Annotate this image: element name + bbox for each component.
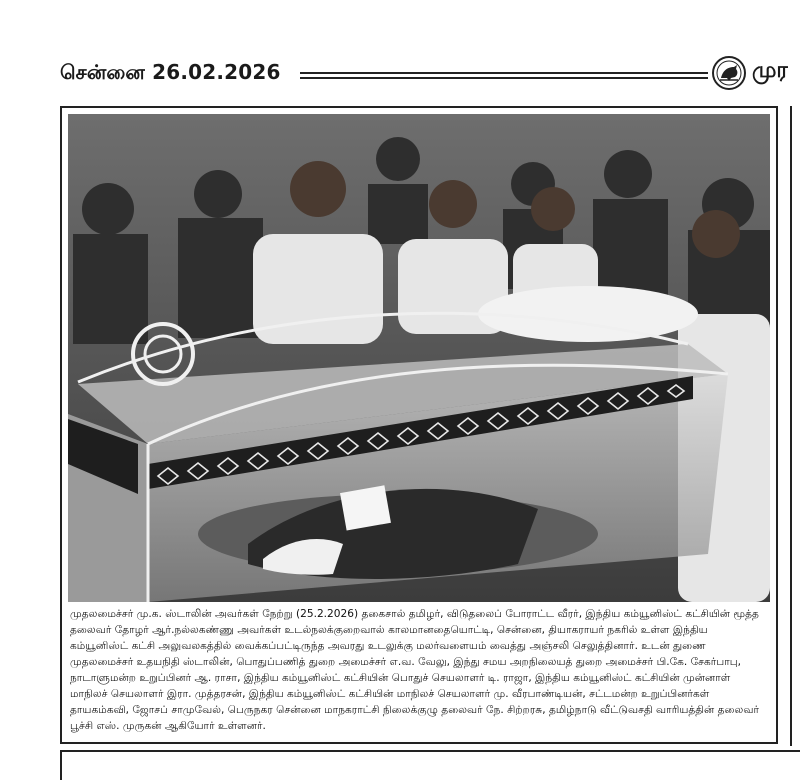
next-article-border (60, 750, 800, 780)
caption-line: நாடாளுமன்ற உறுப்பினர் ஆ. ராசா, இந்திய கம்யூனிஸ்ட் கட்சியின் பொதுச் செயலாளர் டி. ராஜா, இந்திய கம்யூனிஸ்ட் கட்சியின் முன்னாள் (70, 672, 731, 684)
caption-line: தலைவர் தோழர் ஆர்.நல்லகண்ணு அவர்கள் உடல்நலக்குறைவால் காலமானதையொட்டி, சென்னை, தியாகராயர் நகரில் உள்ள இந்திய (70, 624, 708, 636)
caption-line: முதலமைச்சர் உதயநிதி ஸ்டாலின், பொதுப்பணித் துறை அமைச்சர் எ.வ. வேலு, இந்து சமய அறநிலையத் துறை அமைச்சர் பி.கே. சேகர்பாபு, (70, 656, 742, 668)
page-header (0, 50, 800, 94)
news-photo (68, 114, 770, 602)
photo-caption (70, 606, 770, 734)
emblem-graphic (714, 58, 744, 88)
caption-line: தாயகம்கவி, ஜோசப் சாமுவேல், பெருநகர சென்னை மாநகராட்சி நிலைக்குழு தலைவர் நே. சிற்றரசு, தமிழ்நாடு வீட்டுவசதி வாரியத்தின் தலைவர் (70, 704, 760, 716)
header-rule (300, 72, 708, 79)
news-photo-frame (60, 106, 778, 744)
caption-line: மாநிலச் செயலாளர் இரா. முத்தரசன், இந்திய கம்யூனிஸ்ட் கட்சியின் மாநிலச் செயலாளர் மு. வீரபாண்டியன், சட்டமன்ற உறுப்பினர்கள் (70, 688, 710, 700)
caption-line: பூச்சி எஸ். முருகன் ஆகியோர் உள்ளனர். (70, 720, 266, 732)
dateline: சென்னை 26.02.2026 (60, 60, 281, 84)
adjacent-column-border (790, 106, 800, 746)
masthead-title: முர (752, 58, 788, 83)
photo-illustration (68, 114, 770, 602)
caption-line: கம்யூனிஸ்ட் கட்சி அலுவலகத்தில் வைக்கப்பட்டிருந்த அவரது உடலுக்கு மலர்வளையம் வைத்து அஞ்சலி செலுத்தினார். உடன் துணை (70, 640, 706, 652)
caption-line: முதலமைச்சர் மு.க. ஸ்டாலின் அவர்கள் நேற்று (25.2.2026) தகைசால் தமிழர், விடுதலைப் போராட்ட வீரர், இந்திய கம்யூனிஸ்ட் கட்சியின் மூத்த (70, 608, 759, 620)
publication-emblem-icon (712, 56, 746, 90)
